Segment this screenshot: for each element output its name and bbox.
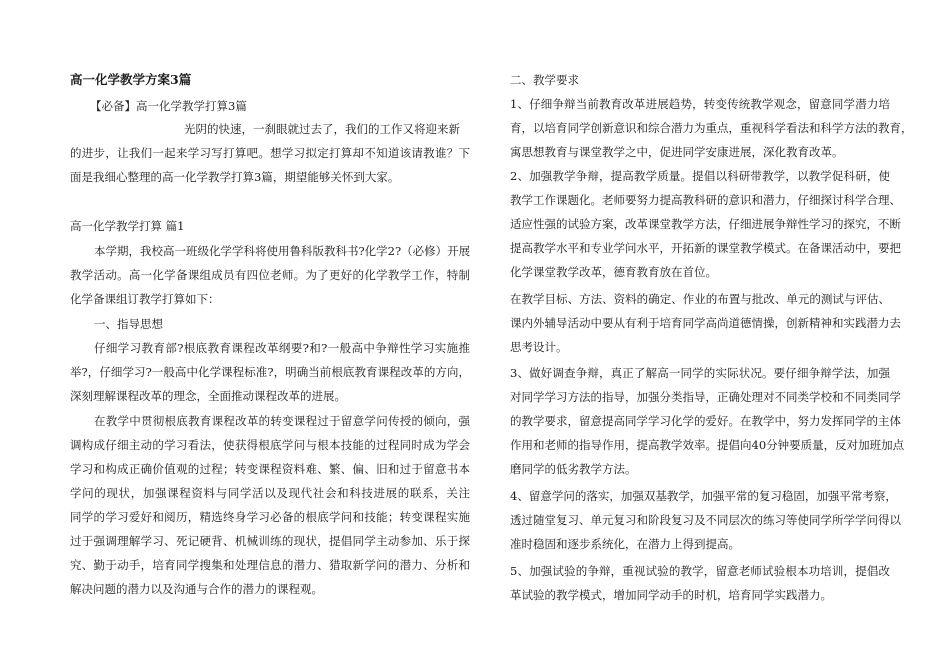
paragraph-line: 举?，仔细学习?一般高中化学课程标准?，明确当前根底教育课程改革的方向，: [70, 365, 470, 379]
paragraph-line: 过于强调理解学习、死记硬背、机械训练的现状，提倡同学主动参加、乐于探: [70, 534, 470, 548]
doc-title: 高一化学教学方案3篇: [70, 72, 192, 87]
paragraph-line: 5、加强试验的争辩，重视试验的教学，留意老师试验根本功培训，提倡改: [510, 564, 890, 578]
paragraph-line: 思考设计。: [510, 340, 568, 354]
paragraph-line: 育，以培育同学创新意识和综合潜力为重点，重视科学看法和科学方法的教育，: [510, 121, 913, 135]
paragraph-line: 对同学学习方法的指导，加强分类指导，正确处理对不同类学校和不同类同学: [510, 390, 901, 404]
paragraph-line: 适应性强的试验方案，改革课堂教学方法，仔细进展争辩性学习的探究，不断: [510, 217, 901, 231]
intro-line: 面是我细心整理的高一化学教学打算3篇，期望能够关怀到大家。: [70, 170, 400, 184]
paragraph-line: 的教学要求，留意提高同学学习化学的爱好。在教学中，努力发挥同学的主体: [510, 414, 901, 428]
paragraph-line: 寓思想教育与课堂教学之中，促进同学安康进展，深化教育改革。: [510, 145, 844, 159]
paragraph-line: 学问的现状，加强课程资料与同学活以及现代社会和科技进展的联系，关注: [70, 486, 470, 500]
paragraph-line: 学习和构成正确价值观的过程；转变课程资料难、繁、偏、旧和过于留意书本: [70, 462, 470, 476]
intro-line: 光阴的快速，一刹眼就过去了，我们的工作又将迎来新: [184, 122, 460, 136]
paragraph-line: 在教学目标、方法、资料的确定、作业的布置与批改、单元的测试与评估、: [510, 292, 890, 306]
paragraph-line: 1、仔细争辩当前教育改革进展趋势，转变传统教学观念，留意同学潜力培: [510, 97, 890, 111]
section-title: 高一化学教学打算 篇1: [70, 219, 185, 233]
paragraph-line: 仔细学习教育部?根底教育课程改革纲要?和?一般高中争辩性学习实施推: [94, 341, 470, 355]
paragraph-line: 磨同学的低劣教学方法。: [510, 462, 637, 476]
paragraph-line: 同学的学习爱好和阅历，精选终身学习必备的根底学问和技能；转变课程实施: [70, 510, 470, 524]
paragraph-line: 提高教学水平和专业学问水平，开拓新的课堂教学模式。在备课活动中，要把: [510, 241, 901, 255]
paragraph-line: 教学活动。高一化学备课组成员有四位老师。为了更好的化学教学工作，特制: [70, 268, 470, 282]
paragraph-line: 革试验的教学模式，增加同学动手的时机，培育同学实践潜力。: [510, 588, 832, 602]
section-heading: 二、教学要求: [510, 73, 579, 87]
intro-line: 的进步，让我们一起来学习写打算吧。想学习拟定打算却不知道该请教谁？下: [70, 146, 470, 160]
doc-subtitle: 【必备】高一化学教学打算3篇: [90, 99, 247, 113]
paragraph-line: 2、加强教学争辩，提高教学质量。提倡以科研带教学，以教学促科研，使: [510, 169, 890, 183]
paragraph-line: 4、留意学问的落实，加强双基教学，加强平常的复习稳固，加强平常考察，: [510, 489, 897, 503]
paragraph-line: 准时稳固和逐步系统化，在潜力上得到提高。: [510, 537, 740, 551]
paragraph-line: 究、勤于动手，培育同学搜集和处理信息的潜力、猎取新学问的潜力、分析和: [70, 558, 470, 572]
paragraph-line: 调构成仔细主动的学习看法，使获得根底学问与根本技能的过程同时成为学会: [70, 438, 470, 452]
paragraph-line: 深刻理解课程改革的理念，全面推动课程改革的进展。: [70, 389, 346, 403]
paragraph-line: 教学工作课题化。老师要努力提高教科研的意识和潜力，仔细探讨科学合理、: [510, 193, 901, 207]
paragraph-line: 解决问题的潜力以及沟通与合作的潜力的课程观。: [70, 582, 323, 596]
paragraph-line: 在教学中贯彻根底教育课程改革的转变课程过于留意学问传授的倾向，强: [94, 414, 470, 428]
paragraph-line: 课内外辅导活动中要从有利于培育同学高尚道德情操，创新精神和实践潜力去: [510, 316, 901, 330]
paragraph-line: 3、做好调查争辩，真正了解高一同学的实际状况。要仔细争辩学法，加强: [510, 366, 890, 380]
paragraph-line: 作用和老师的指导作用，提高教学效率。提倡向40分钟要质量，反对加班加点: [510, 438, 905, 452]
section-heading: 一、指导思想: [94, 317, 163, 331]
paragraph-line: 化学备课组订教学打算如下：: [70, 292, 220, 306]
paragraph-line: 透过随堂复习、单元复习和阶段复习及不同层次的练习等使同学所学学问得以: [510, 513, 901, 527]
paragraph-line: 本学期，我校高一班级化学学科将使用鲁科版教科书?化学2?（必修）开展: [94, 244, 471, 258]
paragraph-line: 化学课堂教学改革，德育教育放在首位。: [510, 265, 717, 279]
